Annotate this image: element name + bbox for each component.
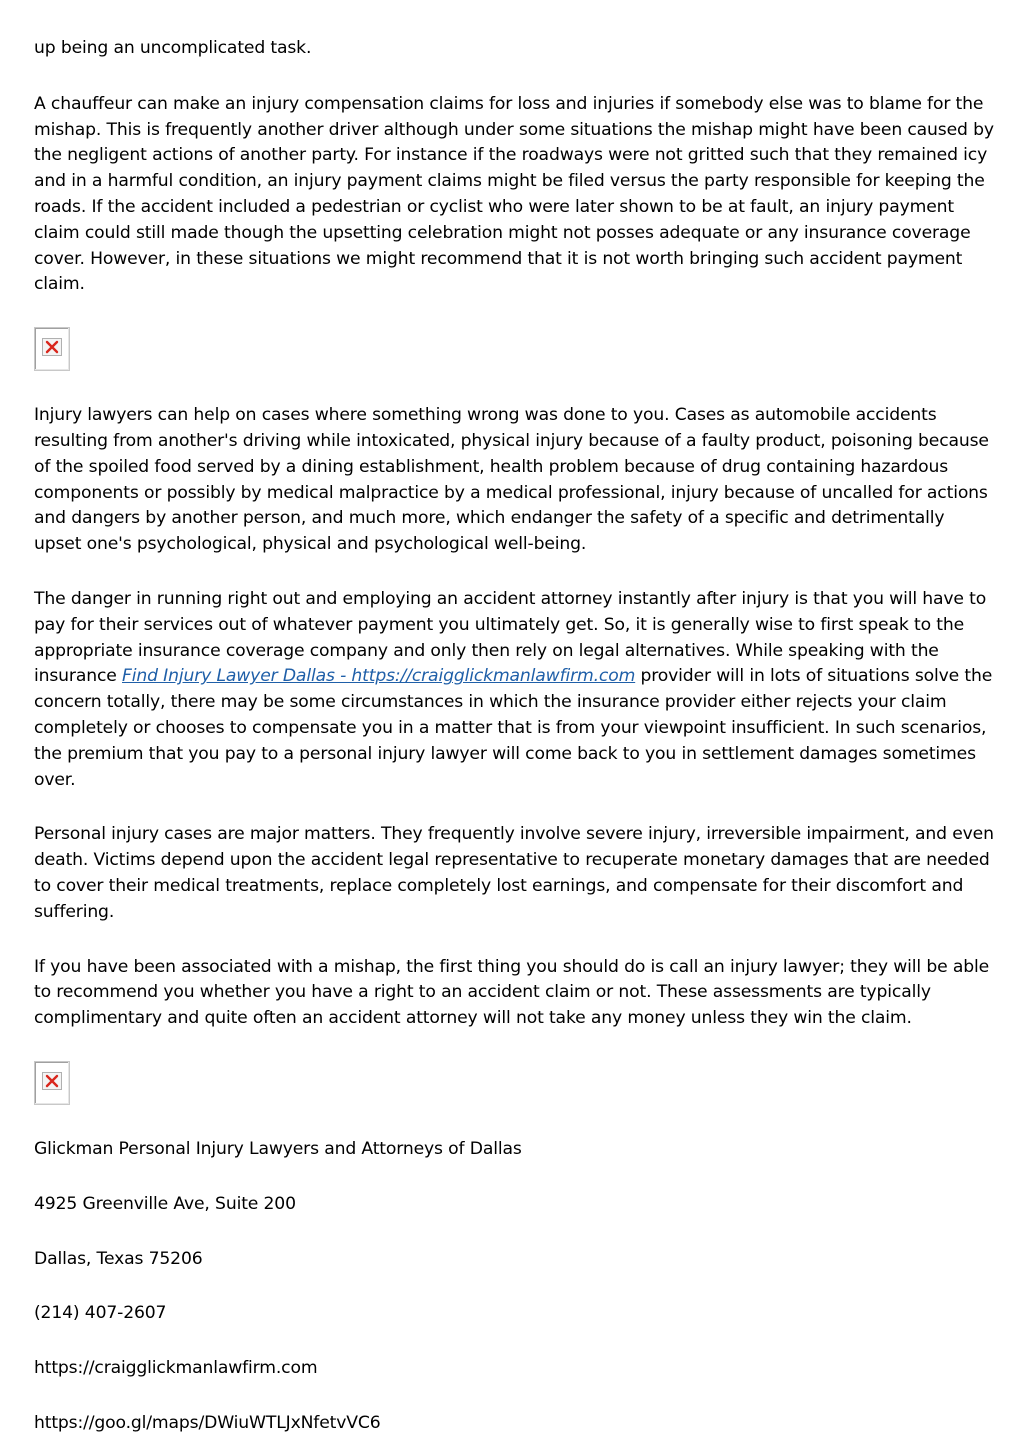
contact-website: https://craigglickmanlawfirm.com <box>34 1358 318 1379</box>
paragraph-danger-text-before: The danger in running right out and employing an accident attorney instantly after injury is that you will have to pay for their services out of whatever payment you ultimately get. So, it is generally wise to first speak to the appropriate insurance coverage company and only then rely on legal alternatives. While speaking with the insurance <box>34 588 987 687</box>
paragraph-personal-injury-cases: Personal injury cases are major matters. They frequently involve severe injury, irreversible impairment, and even death. Victims depend upon the accident legal representative to recuperate monetary damages that are needed to cover their medical treatments, replace completely lost earnings, and compensate for their discomfort and suffering. <box>34 824 994 922</box>
broken-image-icon <box>42 338 62 356</box>
broken-image-2 <box>34 1061 70 1105</box>
paragraph-chauffeur-claims: A chauffeur can make an injury compensation claims for loss and injuries if somebody else was to blame for the mishap. This is frequently another driver although under some situations the mishap might have been caused by the negligent actions of another party. For instance if the roadways were not gritted such that they remained icy and in a harmful condition, an injury payment claims might be filed versus the party responsible for keeping the roads. If the accident included a pedestrian or cyclist who were later shown to be at fault, an injury payment claim could still made though the upsetting celebration might not posses adequate or any insurance coverage cover. However, in these situations we might recommend that it is not worth bringing such accident payment claim. <box>34 93 994 295</box>
paragraph-danger-running <box>34 587 994 793</box>
paragraph-associated-mishap: If you have been associated with a mishap, the first thing you should do is call an injury lawyer; they will be able to recommend you whether you have a right to an accident claim or not. These assessments are typically complimentary and quite often an accident attorney will not take any money unless they win the claim. <box>34 956 990 1029</box>
paragraph-injury-lawyers-help: Injury lawyers can help on cases where something wrong was done to you. Cases as automobile accidents resulting from another's driving while intoxicated, physical injury because of a faulty product, poisoning because of the spoiled food served by a dining establishment, health problem because of drug containing hazardous components or possibly by medical malpractice by a medical professional, injury because of uncalled for actions and dangers by another person, and much more, which endanger the safety of a specific and detrimentally upset one's psychological, physical and psychological well-being. <box>34 405 989 555</box>
broken-image-1 <box>34 327 70 371</box>
contact-maps-url: https://goo.gl/maps/DWiuWTLJxNfetvVC6 <box>34 1412 381 1433</box>
document-page <box>34 36 994 1437</box>
contact-firm-name: Glickman Personal Injury Lawyers and Attorneys of Dallas <box>34 1138 522 1159</box>
contact-street-address: 4925 Greenville Ave, Suite 200 <box>34 1193 296 1214</box>
paragraph-intro-tail: up being an uncomplicated task. <box>34 38 312 58</box>
paragraph-danger-text-after: provider will in lots of situations solve the concern totally, there may be some circumstances in which the insurance provider either rejects your claim completely or chooses to compensate you in a matter that is from your viewpoint insufficient. In such scenarios, the premium that you pay to a personal injury lawyer will come back to you in settlement damages sometimes over. <box>34 666 993 790</box>
contact-phone: (214) 407-2607 <box>34 1303 167 1324</box>
find-injury-lawyer-link[interactable]: Find Injury Lawyer Dallas - https://craigglickmanlawfirm.com <box>122 666 636 687</box>
contact-city-state-zip: Dallas, Texas 75206 <box>34 1248 203 1269</box>
broken-image-icon <box>42 1072 62 1090</box>
